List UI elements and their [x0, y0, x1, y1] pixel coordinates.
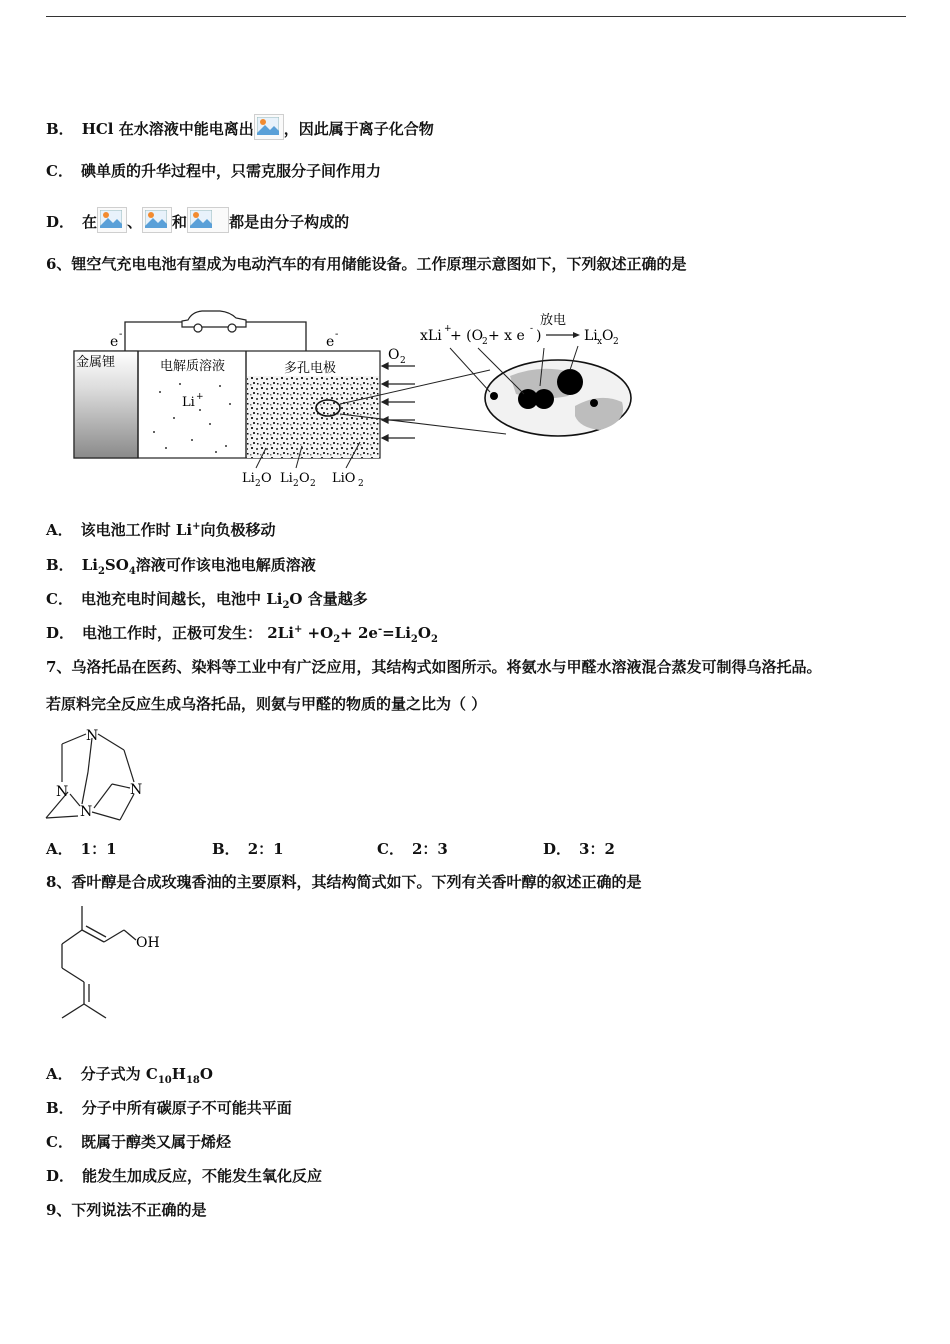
option-label: D．: [46, 213, 75, 231]
option-label: C．: [46, 162, 73, 180]
n-atom-top: N: [86, 728, 99, 744]
q7-stem-line1: 7、乌洛托品在医药、染料等工业中有广泛应用，其结构式如图所示。将氨水与甲醛水溶液混合蒸发可制得乌洛托品。: [46, 658, 822, 676]
q5-option-c: C． 碘单质的升华过程中，只需克服分子间作用力: [46, 162, 381, 180]
electrode-label: 多孔电极: [284, 361, 337, 376]
svg-text:2: 2: [310, 479, 316, 489]
svg-text:-: -: [335, 329, 339, 340]
electrolyte-label: 电解质溶液: [160, 359, 226, 374]
li-ion-label: Li: [182, 395, 195, 410]
svg-text:+: +: [196, 392, 204, 402]
svg-text:+: +: [444, 324, 452, 334]
urotropine-structure: [44, 722, 154, 826]
q7-option-d: D． 3：2: [543, 840, 615, 858]
svg-text:Li: Li: [584, 328, 598, 344]
q8-stem: 8、香叶醇是合成玫瑰香油的主要原料，其结构简式如下。下列有关香叶醇的叙述正确的是: [46, 873, 642, 891]
svg-text:+ (O: + (O: [450, 328, 484, 344]
image-placeholder-icon: [97, 207, 127, 233]
svg-text:2: 2: [482, 337, 488, 347]
car-icon: [182, 311, 246, 332]
q8-option-d: D． 能发生加成反应，不能发生氧化反应: [46, 1167, 323, 1185]
svg-text:2: 2: [400, 356, 406, 366]
svg-text:O: O: [602, 328, 614, 344]
svg-text:xLi: xLi: [420, 328, 442, 344]
q8-option-a: A． 分子式为 $C_{10}H_{18}O$: [46, 1065, 213, 1086]
svg-text:2: 2: [293, 479, 299, 489]
porous-electrode: [247, 376, 379, 458]
o2-label: O: [388, 347, 400, 363]
q6-option-c: C． 电池充电时间越长，电池中 $Li_2O$ 含量越多: [46, 590, 368, 611]
q6-option-d: D． 电池工作时，正极可发生： $2Li^+ +O_2+ 2e^-=Li_2O_2$: [46, 624, 438, 645]
svg-text:x: x: [597, 337, 603, 347]
q6-option-b: B． $Li_2SO_4$溶液可作该电池电解质溶液: [46, 556, 316, 577]
metal-label: 金属锂: [76, 355, 116, 370]
o2-inflow-arrows: [382, 363, 415, 441]
q7-option-c: C． 2：3: [377, 840, 448, 858]
q6-stem: 6、锂空气充电电池有望成为电动汽车的有用储能设备。工作原理示意图如下，下列叙述正确的是: [46, 255, 687, 273]
svg-text:): ): [536, 328, 542, 344]
svg-text:O: O: [261, 471, 272, 486]
electron-label-left: e: [110, 334, 119, 350]
svg-text:-: -: [530, 324, 534, 334]
image-placeholder-icon: [187, 207, 229, 233]
svg-text:Li: Li: [280, 471, 293, 486]
n-atom-left: N: [56, 784, 69, 800]
q7-options: [46, 838, 746, 858]
q9-stem: 9、下列说法不正确的是: [46, 1201, 207, 1219]
electron-label-right: e: [326, 334, 335, 350]
q6-option-a: A． 该电池工作时 Li+向负极移动: [46, 521, 276, 539]
q8-option-c: C． 既属于醇类又属于烯烃: [46, 1133, 231, 1151]
q5-option-d: D． 在 、 和 都是由分子构成的: [46, 207, 349, 233]
q8-option-b: B． 分子中所有碳原子不可能共平面: [46, 1099, 292, 1117]
battery-diagram: [70, 306, 640, 492]
svg-text:2: 2: [613, 337, 619, 347]
svg-text:2: 2: [358, 479, 364, 489]
top-rule: [46, 16, 906, 17]
q5-option-b: B． HCl 在水溶液中能电离出 ，因此属于离子化合物: [46, 114, 434, 140]
svg-text:LiO: LiO: [332, 471, 356, 486]
q7-stem-line2: 若原料完全反应生成乌洛托品，则氨与甲醛的物质的量之比为（ ）: [46, 695, 487, 713]
hydroxyl-label: OH: [136, 935, 160, 951]
image-placeholder-icon: [142, 207, 172, 233]
n-atom-right: N: [130, 782, 143, 798]
svg-text:-: -: [119, 329, 123, 340]
q7-option-b: B． 2：1: [212, 840, 284, 858]
geraniol-structure: [46, 902, 176, 1026]
option-label: B．: [46, 120, 74, 138]
n-atom-bottom: N: [80, 804, 93, 820]
image-placeholder-icon: [254, 114, 284, 140]
svg-text:O: O: [299, 471, 310, 486]
svg-text:2: 2: [255, 479, 261, 489]
svg-text:+ x e: + x e: [488, 328, 525, 344]
q7-option-a: A． 1：1: [46, 840, 117, 858]
electrolyte-particles: [153, 383, 231, 453]
discharge-label: 放电: [540, 313, 567, 328]
svg-text:Li: Li: [242, 471, 255, 486]
